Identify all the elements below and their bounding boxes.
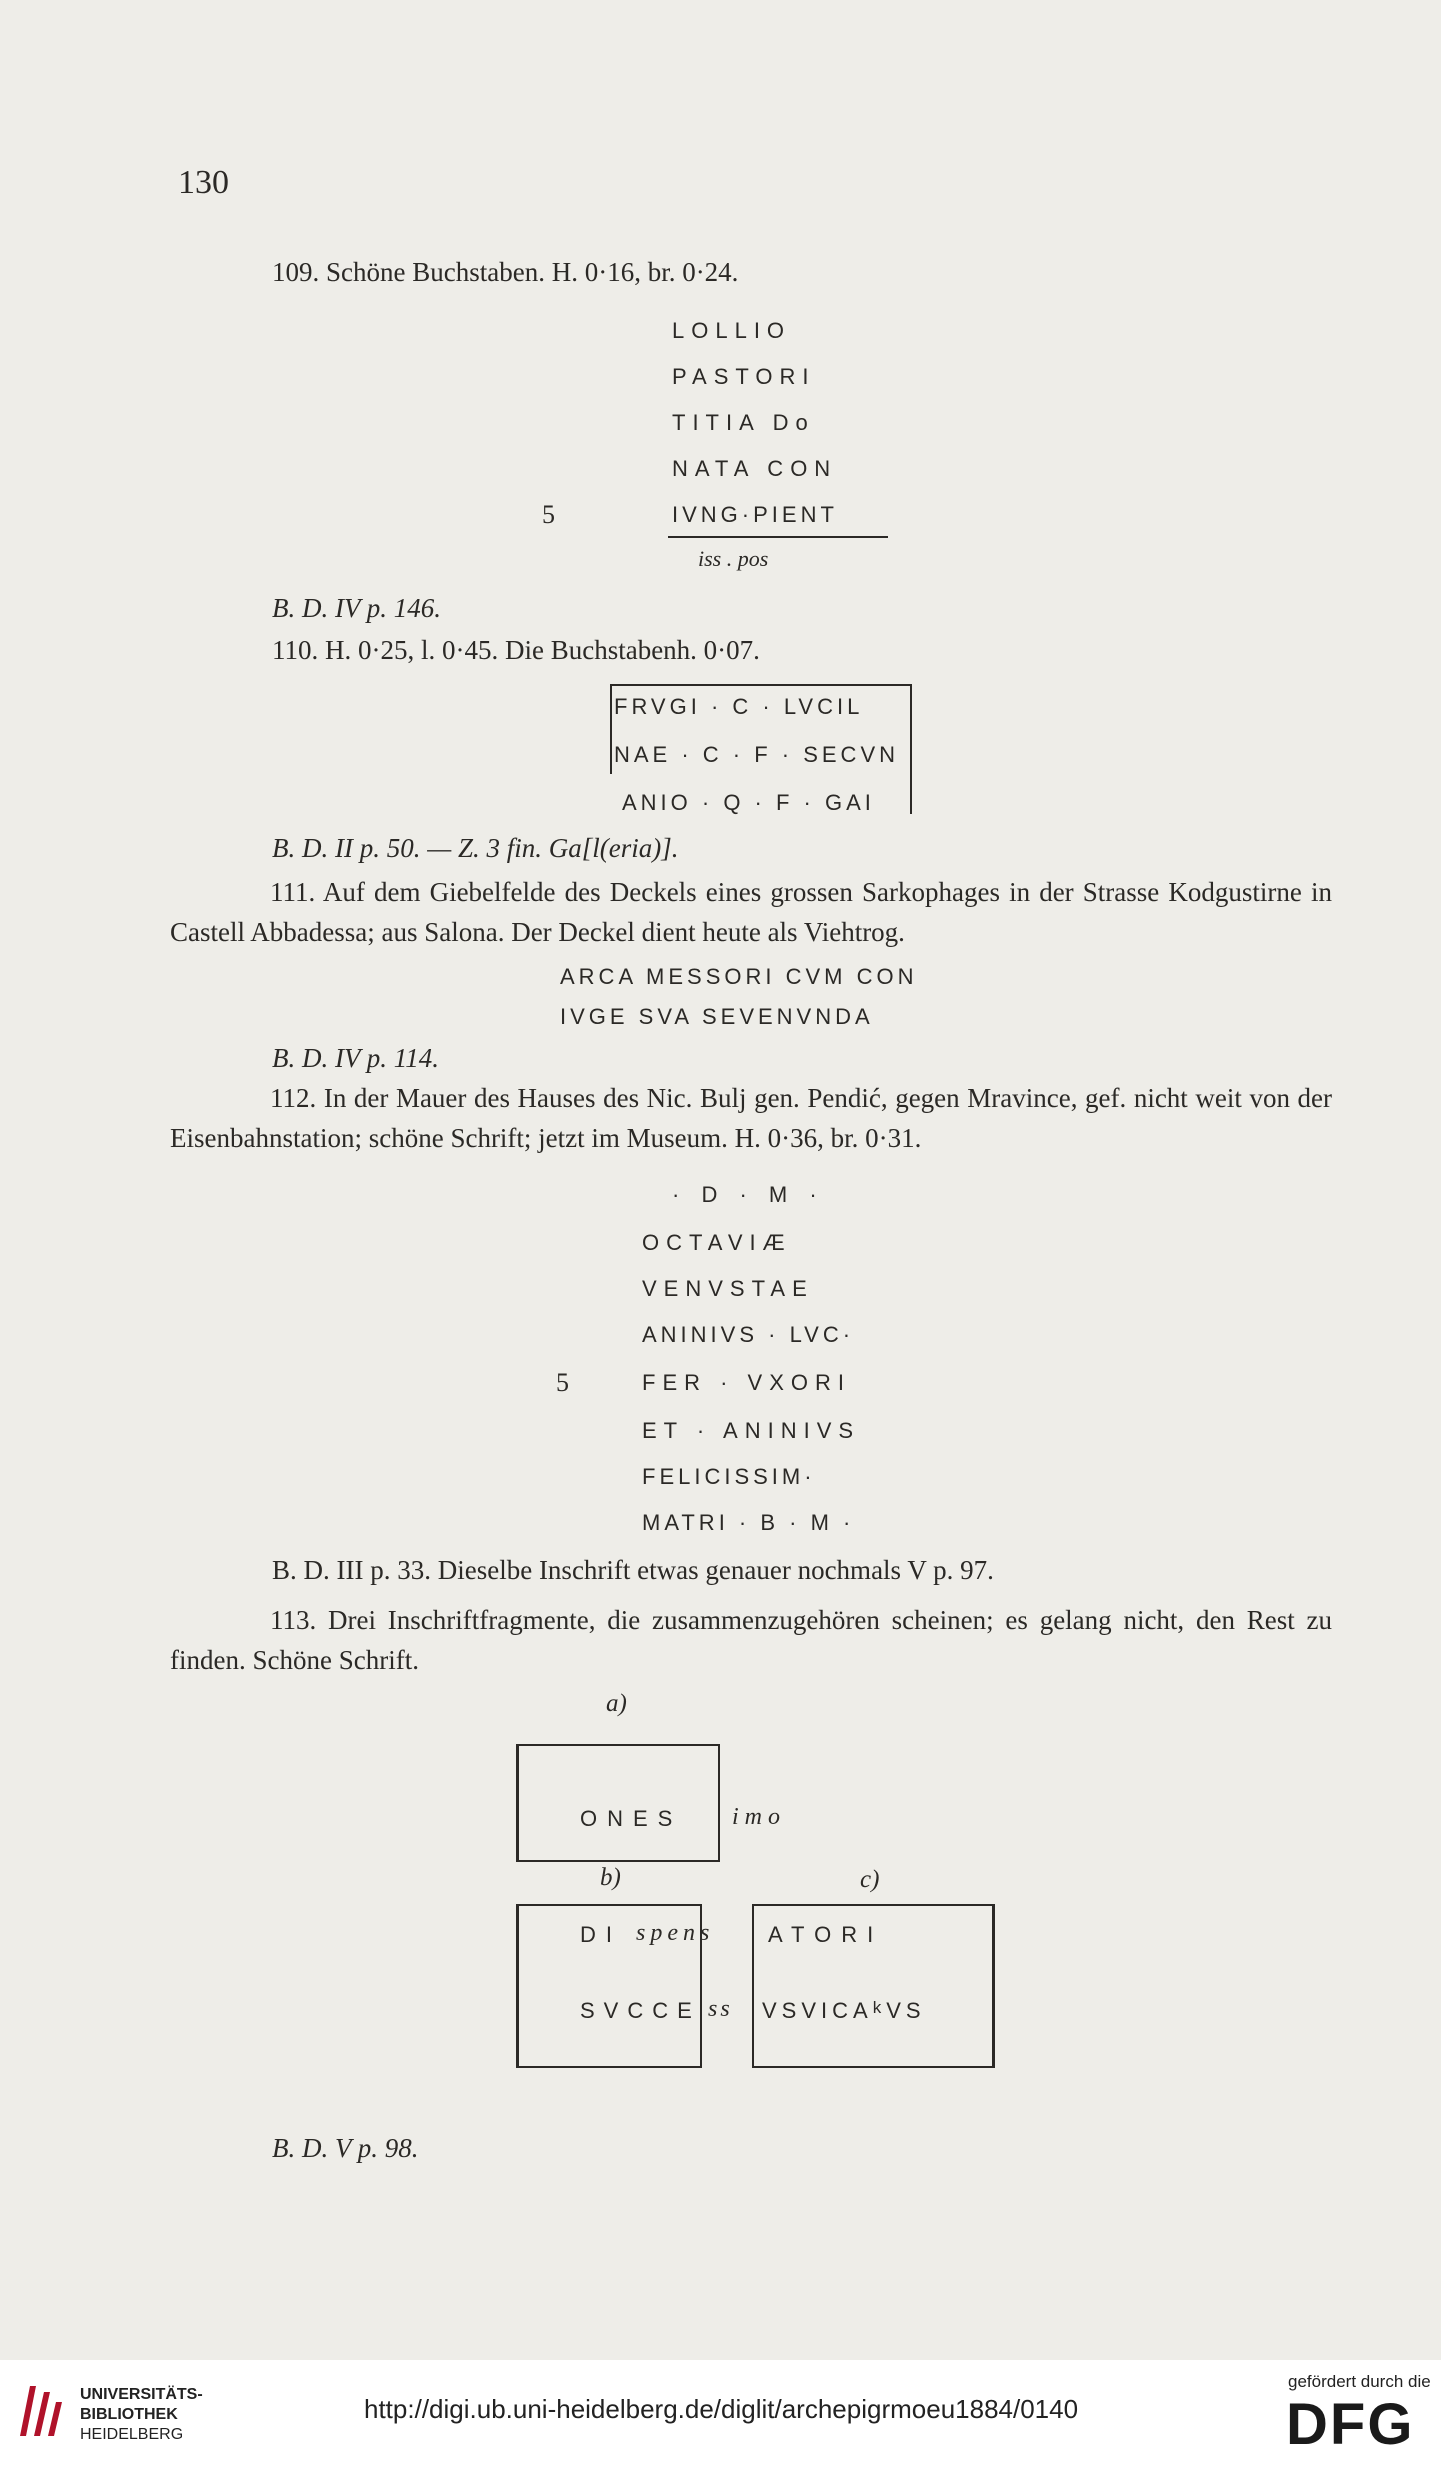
fragment-a-left [516,1744,519,1862]
entry-113-text: 113. Drei Inschriftfragmente, die zusammenzugehören scheinen; es gelang nicht, den Rest zu finden. Schöne Schrift. [170,1605,1332,1675]
fragment-a-break [718,1744,720,1862]
entry-109-heading: 109. Schöne Buchstaben. H. 0·16, br. 0·24. [272,257,739,287]
inscription-line: MATRI · B · M · [642,1510,855,1535]
inscription-line: ANINIVS · LVC· [642,1322,855,1347]
fragment-c-line2: VSVICA$^k$VS [762,1998,926,2023]
stone-border-right [910,684,912,814]
library-name-line1: UNIVERSITÄTS- [80,2386,203,2403]
entry-111-reference: B. D. IV p. 114. [272,1043,439,1073]
inscription-line: LOLLIO [672,318,792,343]
entry-110-reference: B. D. II p. 50. — Z. 3 fin. Ga[l(eria)]. [272,833,679,863]
fragment-b-left [516,1904,519,2068]
fragment-b-line1: DI [580,1922,622,1947]
digitization-footer [0,2360,1441,2465]
stone-border-left [610,684,612,774]
fragment-b-label: b) [600,1864,621,1891]
library-name-line2: BIBLIOTHEK [80,2406,178,2423]
entry-112-text: 112. In der Mauer des Hauses des Nic. Bulj gen. Pendić, gegen Mravince, gef. nicht weit von der Eisenbahnstation; schöne Schrift; jetzt im Museum. H. 0·36, br. 0·31. [170,1083,1332,1153]
inscription-supplement: iss . pos [698,546,769,571]
fragment-b-bottom [516,2066,702,2068]
inscription-line: FER · VXORI [642,1370,852,1395]
underline-rule [668,536,888,538]
fragment-b-line2: SVCCE [580,1998,701,2023]
line-number: 5 [542,500,555,529]
fragment-c-label: c) [860,1866,880,1893]
page-number: 130 [178,164,229,201]
inscription-line: FELICISSIM· [642,1464,816,1489]
funding-note: gefördert durch die [1288,2372,1431,2391]
fragment-a-label: a) [606,1690,627,1717]
line-number: 5 [556,1368,569,1397]
inscription-line: PASTORI [672,364,816,389]
entry-112-reference: B. D. III p. 33. Dieselbe Inschrift etwas genauer nochmals V p. 97. [272,1555,994,1585]
fragment-a-bottom [516,1860,720,1862]
fragment-c-top [752,1904,994,1906]
inscription-line: ANIO · Q · F · GAI [622,790,875,815]
inscription-line: OCTAVIÆ [642,1230,792,1255]
fragment-a-text: ONES [580,1806,683,1831]
fragment-c-line1: ATORI [768,1922,884,1947]
fragment-c-right [992,1904,995,2068]
fragment-a-top [516,1744,720,1746]
inscription-line: TITIA Do [672,410,815,435]
library-name-line3: HEIDELBERG [80,2426,184,2443]
library-logo-icon [14,2382,68,2442]
permalink-url[interactable]: http://digi.ub.uni-heidelberg.de/diglit/archepigrmoeu1884/0140 [364,2394,1079,2424]
inscription-line: IVNG·PIENT [672,502,838,527]
inscription-line: ARCA MESSORI CVM CON [560,964,918,989]
inscription-line: VENVSTAE [642,1276,814,1301]
entry-111-text: 111. Auf dem Giebelfelde des Deckels eines grossen Sarkophages in der Strasse Kodgustirne in Castell Abbadessa; aus Salona. Der Deckel dient heute als Viehtrog. [170,877,1332,947]
entry-113-reference: B. D. V p. 98. [272,2133,419,2163]
entry-109-reference: B. D. IV p. 146. [272,593,441,623]
inscription-line: · D · M · [672,1182,825,1207]
fragment-b-line1-supplement: spens [636,1920,715,1946]
fragment-b-line2-supplement: ss [708,1996,733,2022]
inscription-line: FRVGI · C · LVCIL [614,694,864,719]
inscription-line: IVGE SVA SEVENVNDA [560,1004,874,1029]
fragment-b-top [516,1904,702,1906]
entry-110-heading: 110. H. 0·25, l. 0·45. Die Buchstabenh. 0·07. [272,635,760,665]
inscription-line: NATA CON [672,456,838,481]
inscription-line: NAE · C · F · SECVN [614,742,900,767]
stone-border-top [612,684,912,686]
fragment-a-supplement: imo [732,1804,786,1830]
inscription-line: ET · ANINIVS [642,1418,861,1443]
fragment-c-break [752,1904,754,2068]
fragment-c-bottom [752,2066,994,2068]
dfg-logo: DFG [1286,2392,1415,2457]
